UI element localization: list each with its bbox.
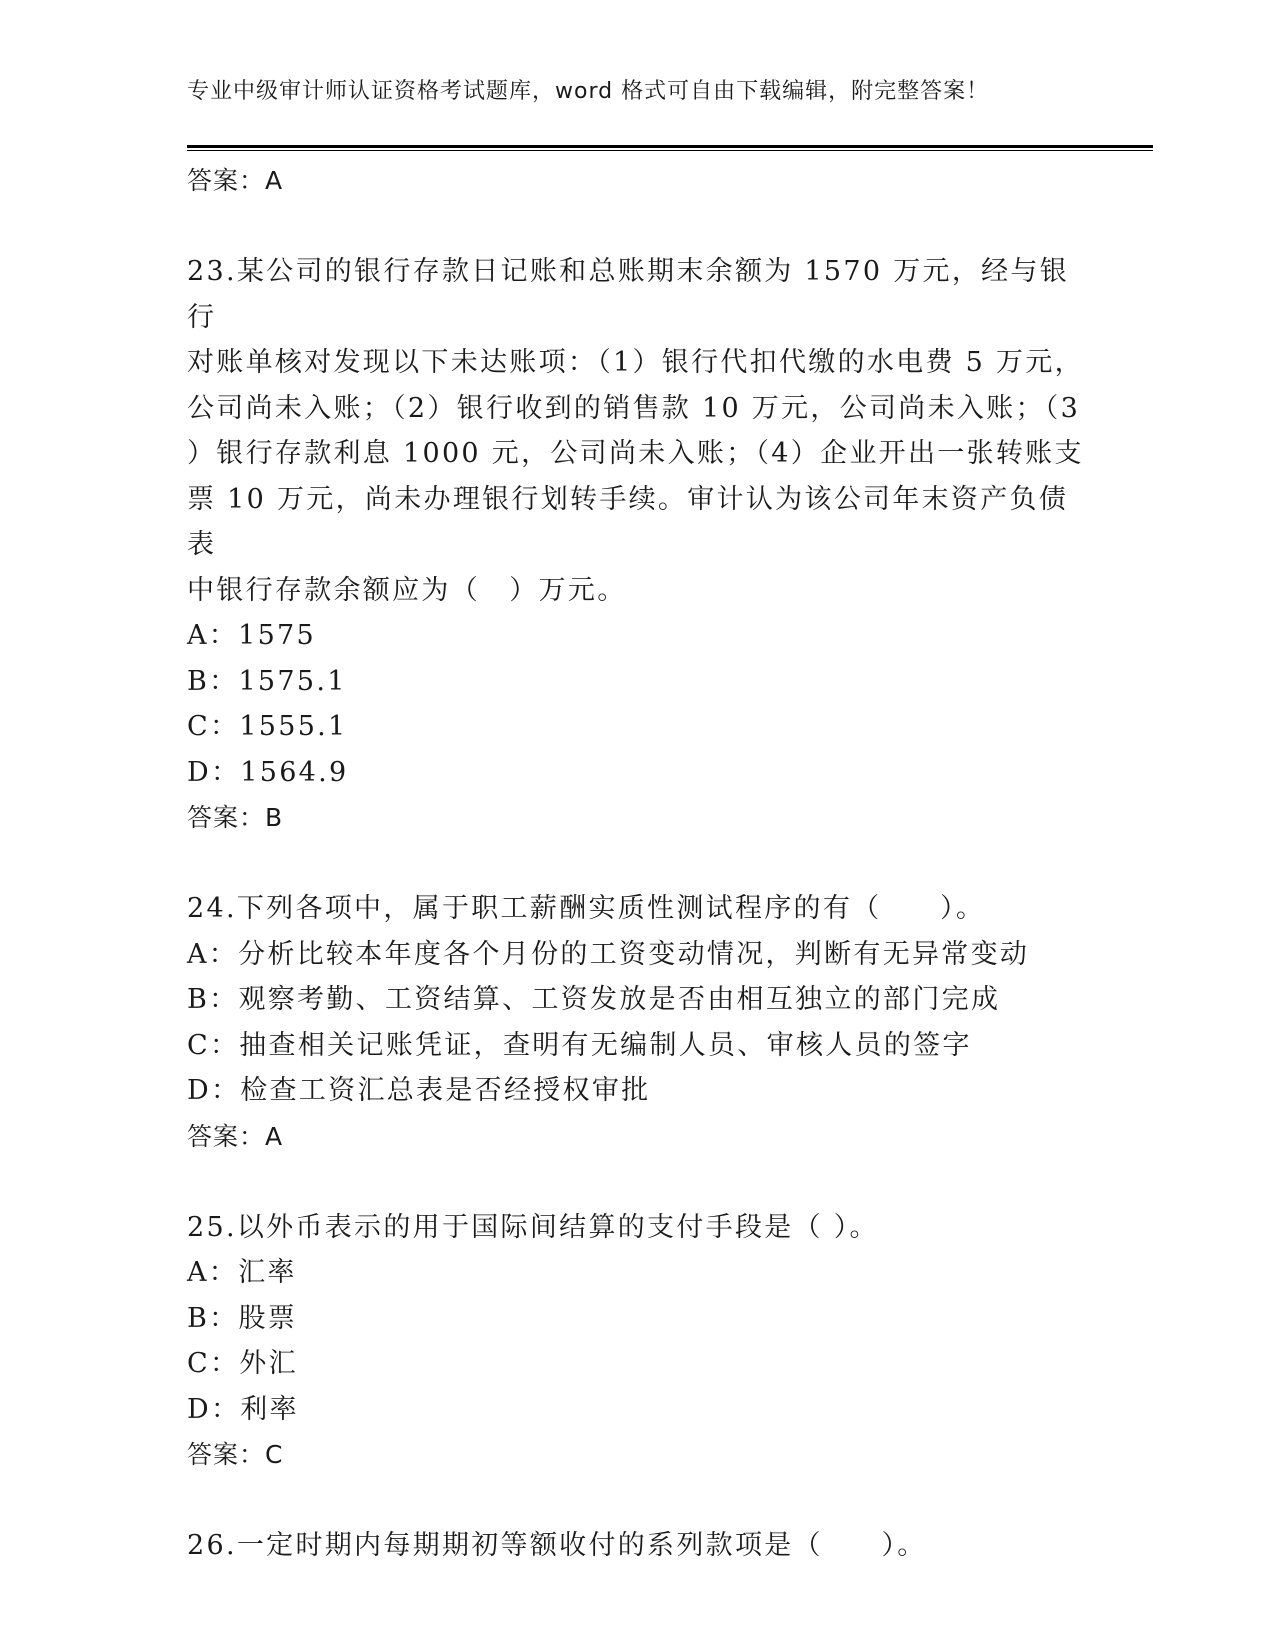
option-c: C：1555.1	[187, 711, 348, 742]
question-stem-line: 对账单核对发现以下未达账项：（1）银行代扣代缴的水电费 5 万元，	[187, 347, 1084, 378]
question-stem-line: 23.某公司的银行存款日记账和总账期末余额为 1570 万元，经与银行	[187, 256, 1070, 333]
option-d: D：检查工资汇总表是否经授权审批	[187, 1075, 651, 1106]
question-stem-line: 票 10 万元，尚未办理银行划转手续。审计认为该公司年末资产负债表	[187, 483, 1069, 560]
document-body	[187, 158, 1087, 1569]
question-stem-line: ）银行存款利息 1000 元，公司尚未入账；（4）企业开出一张转账支	[187, 438, 1084, 469]
question-block-25	[187, 1205, 1087, 1479]
spacer	[187, 204, 1087, 249]
option-b: B：1575.1	[187, 665, 347, 697]
question-block-23	[187, 249, 1087, 841]
option-d: D：1564.9	[187, 756, 349, 788]
option-a: A：汇率	[187, 1257, 297, 1288]
question-block-24	[187, 886, 1087, 1160]
option-c: C：外汇	[187, 1348, 298, 1379]
answer-line: 答案：B	[187, 803, 284, 832]
option-b: B：股票	[187, 1302, 298, 1334]
question-stem-line: 25.以外币表示的用于国际间结算的支付手段是（ ）。	[187, 1211, 879, 1243]
option-a: A：分析比较本年度各个月份的工资变动情况，判断有无异常变动	[187, 938, 1030, 970]
answer-line: 答案：C	[187, 1440, 284, 1469]
answer-line: 答案：A	[187, 166, 284, 195]
option-a: A：1575	[187, 620, 317, 651]
spacer	[187, 1478, 1087, 1523]
spacer	[187, 1160, 1087, 1205]
page-header: 专业中级审计师认证资格考试题库，word 格式可自由下载编辑，附完整答案！	[187, 79, 990, 104]
option-d: D：利率	[187, 1393, 299, 1425]
header-rule-thin	[187, 150, 1153, 151]
question-stem-line: 24.下列各项中，属于职工薪酬实质性测试程序的有（ ）。	[187, 893, 986, 924]
spacer	[187, 841, 1087, 886]
question-stem-line: 中银行存款余额应为（ ）万元。	[187, 574, 627, 606]
option-c: C：抽查相关记账凭证，查明有无编制人员、审核人员的签字	[187, 1029, 972, 1061]
header-rule-thick	[187, 145, 1153, 148]
answer-line: 答案：A	[187, 1121, 284, 1151]
question-block-26	[187, 1523, 1087, 1569]
question-stem-line: 26.一定时期内每期期初等额收付的系列款项是（ ）。	[187, 1530, 927, 1561]
option-b: B：观察考勤、工资结算、工资发放是否由相互独立的部门完成	[187, 984, 1001, 1015]
question-stem-line: 公司尚未入账；（2）银行收到的销售款 10 万元，公司尚未入账；（3	[187, 392, 1081, 424]
